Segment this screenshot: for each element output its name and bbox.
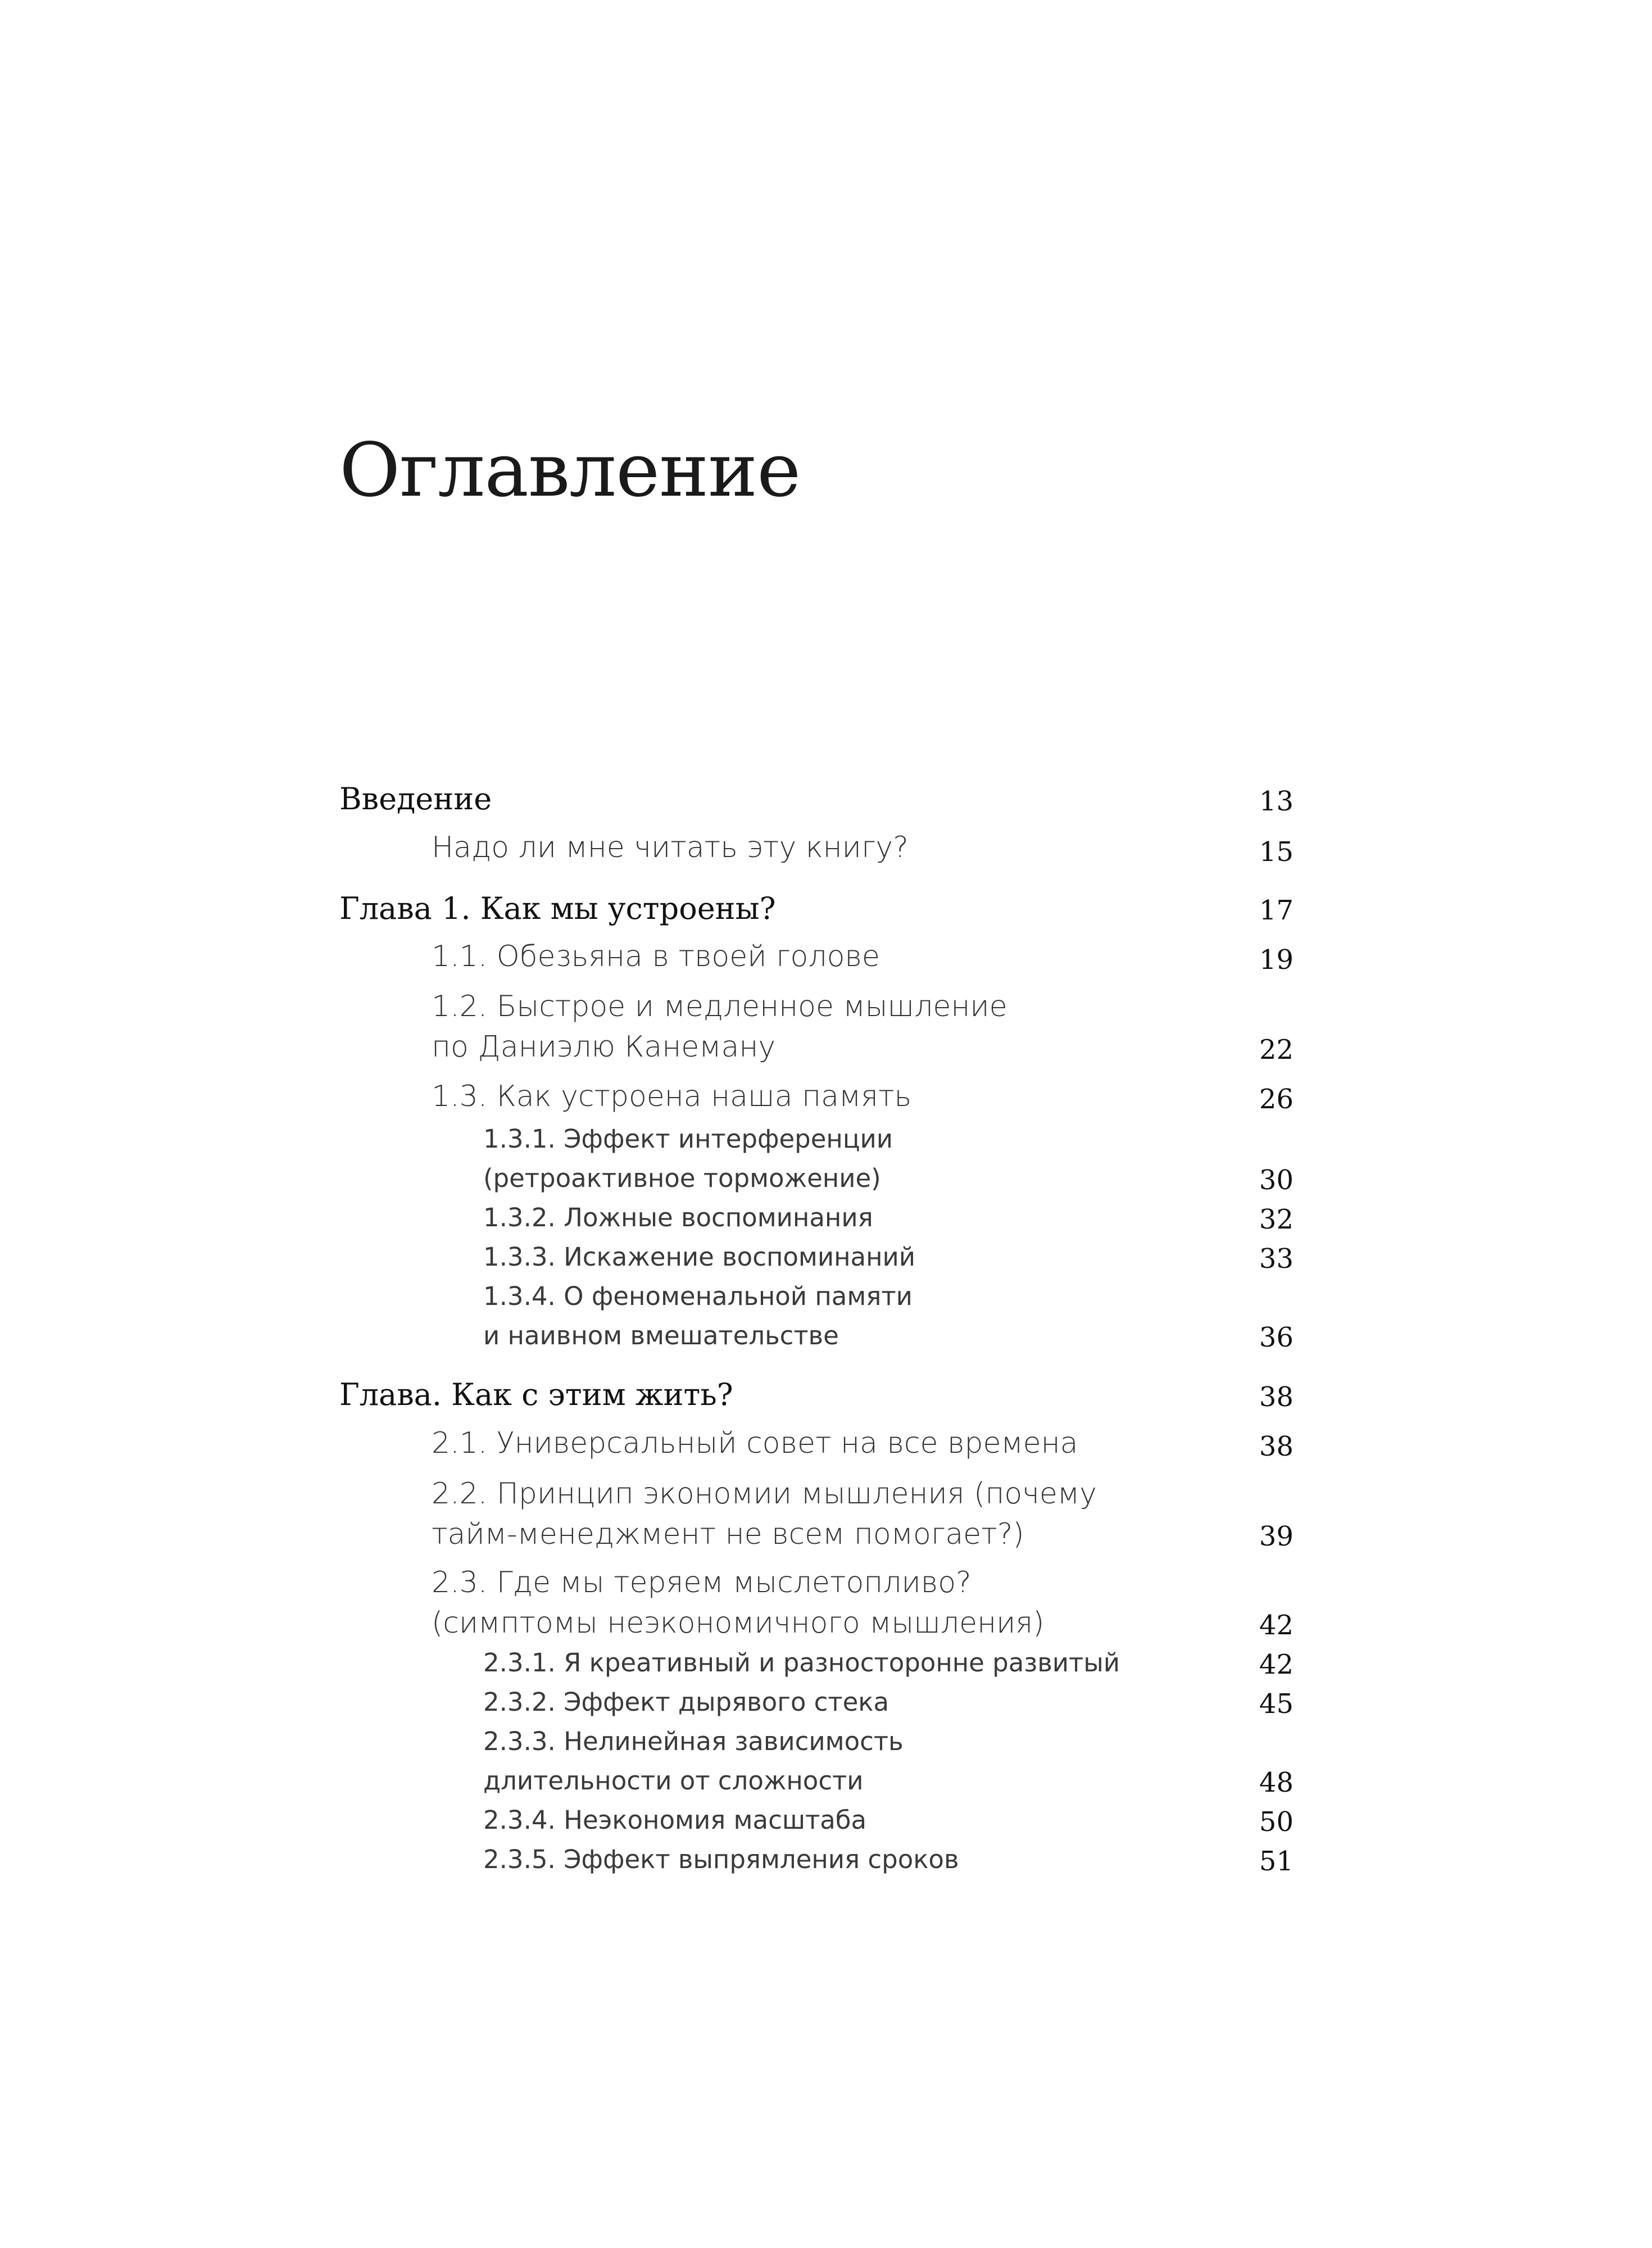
toc-entry-label: 2.3.5. Эффект выпрямления сроков	[483, 1844, 959, 1874]
toc-page-number: 48	[1259, 1767, 1294, 1798]
toc-entry-label: и наивном вмешательстве	[483, 1321, 839, 1350]
toc-entry-label: длительности от сложности	[483, 1766, 864, 1796]
toc-entry[interactable]	[432, 1423, 1078, 1463]
toc-entry-label: Глава. Как с этим жить?	[339, 1377, 733, 1412]
toc-entry-label: Надо ли мне читать эту книгу?	[432, 831, 909, 864]
toc-entry[interactable]	[432, 986, 1007, 1067]
toc-entry[interactable]	[483, 1643, 1120, 1683]
toc-entry-label: 1.3.4. О феноменальной памяти	[483, 1281, 913, 1311]
toc-entry[interactable]	[483, 1683, 889, 1722]
toc-entry-label: тайм-менеджмент не всем помогает?)	[432, 1517, 1024, 1551]
toc-page-number: 17	[1259, 895, 1294, 926]
toc-entry-chapter-2[interactable]	[339, 1377, 733, 1412]
toc-page-number: 39	[1259, 1521, 1294, 1552]
toc-entry-label: 2.1. Универсальный совет на все времена	[432, 1426, 1078, 1460]
toc-entry-label: 2.3.2. Эффект дырявого стека	[483, 1687, 889, 1717]
toc-entry-label: 2.3.3. Нелинейная зависимость	[483, 1726, 904, 1756]
toc-entry-label: 1.3.3. Искажение воспоминаний	[483, 1242, 915, 1272]
toc-page-number: 13	[1259, 786, 1294, 817]
toc-entry-label: 1.3. Как устроена наша память	[432, 1080, 912, 1113]
toc-page-number: 19	[1259, 944, 1294, 976]
toc-page-number: 51	[1259, 1846, 1294, 1877]
toc-entry-label: 1.3.2. Ложные воспоминания	[483, 1203, 873, 1232]
toc-entry-introduction[interactable]	[339, 781, 492, 817]
toc-page-number: 33	[1259, 1243, 1294, 1275]
toc-page-number: 42	[1259, 1610, 1294, 1641]
toc-page-number: 26	[1259, 1084, 1294, 1115]
toc-entry[interactable]	[432, 827, 909, 868]
toc-entry-label: по Даниэлю Канеману	[432, 1030, 776, 1064]
toc-page-number: 38	[1259, 1431, 1294, 1462]
toc-entry[interactable]	[483, 1722, 904, 1801]
toc-page-number: 38	[1259, 1381, 1294, 1413]
toc-entry-label: Введение	[339, 781, 492, 817]
toc-entry[interactable]	[483, 1840, 959, 1879]
toc-entry-label: 2.3.4. Неэкономия масштаба	[483, 1805, 867, 1835]
toc-entry-label: 1.1. Обезьяна в твоей голове	[432, 940, 880, 973]
toc-entry-label: (симптомы неэкономичного мышления)	[432, 1606, 1045, 1640]
toc-page-number: 36	[1259, 1322, 1294, 1353]
toc-entry[interactable]	[432, 936, 880, 977]
toc-page-number: 50	[1259, 1806, 1294, 1838]
toc-page-number: 32	[1259, 1204, 1294, 1235]
toc-entry[interactable]	[432, 1076, 911, 1117]
toc-entry[interactable]	[483, 1801, 866, 1840]
toc-entry-label: (ретроактивное торможение)	[483, 1163, 881, 1193]
toc-page-number: 45	[1259, 1688, 1294, 1720]
toc-page-number: 42	[1259, 1649, 1294, 1680]
toc-entry-label: 2.3.1. Я креативный и разносторонне развитый	[483, 1648, 1120, 1678]
toc-page-number: 15	[1259, 836, 1294, 868]
toc-entry[interactable]	[483, 1120, 893, 1198]
toc-entry[interactable]	[432, 1474, 1097, 1554]
toc-entry[interactable]	[483, 1198, 873, 1238]
toc-entry-label: 2.3. Где мы теряем мыслетопливо?	[432, 1566, 972, 1599]
page-title: Оглавление	[339, 427, 801, 514]
toc-entry[interactable]	[483, 1238, 915, 1277]
toc-entry-label: 2.2. Принцип экономии мышления (почему	[432, 1477, 1097, 1511]
toc-entry-label: Глава 1. Как мы устроены?	[339, 891, 776, 926]
toc-entry[interactable]	[483, 1277, 913, 1356]
toc-page-number: 30	[1259, 1164, 1294, 1196]
toc-entry-label: 1.2. Быстрое и медленное мышление	[432, 990, 1007, 1023]
toc-page-number: 22	[1259, 1034, 1294, 1066]
toc-entry-chapter-1[interactable]	[339, 891, 776, 926]
toc-entry-label: 1.3.1. Эффект интерференции	[483, 1124, 893, 1154]
toc-entry[interactable]	[432, 1562, 1044, 1643]
